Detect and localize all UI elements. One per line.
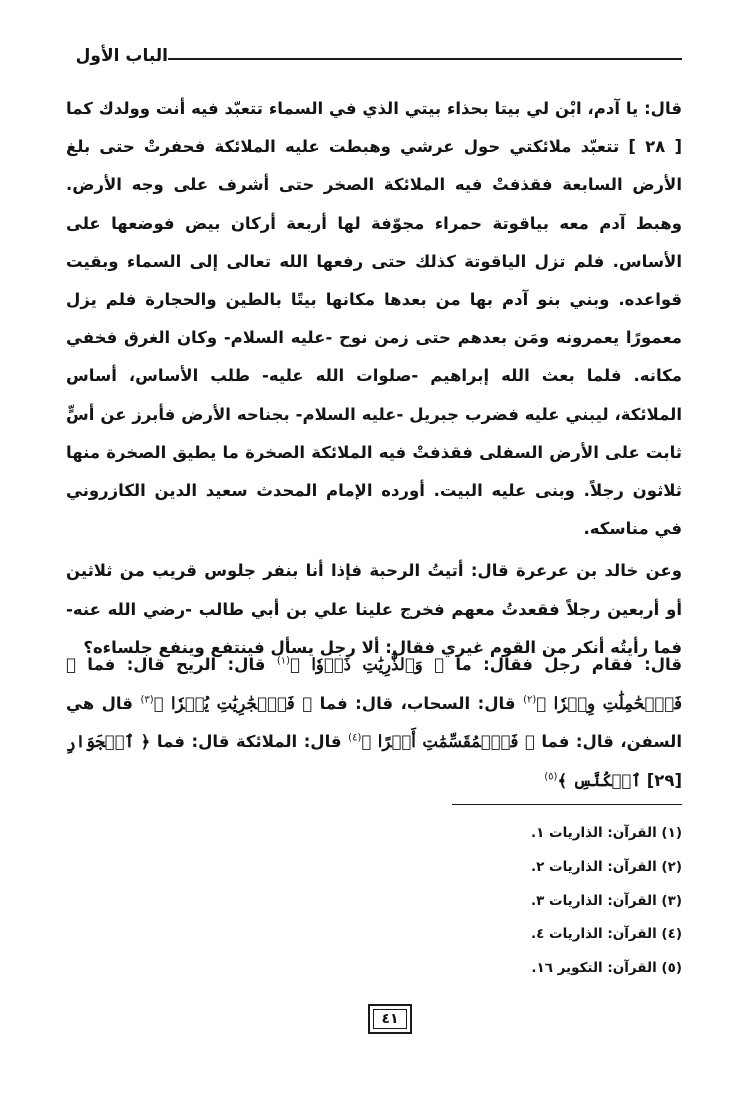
page-number-text: ٤١	[381, 1011, 399, 1027]
verse-3: ﴿ فَٱلۡجَٰرِيَٰتِ يُسۡرٗا ﴾	[153, 693, 313, 713]
paragraph-2: وعن خالد بن عرعرة قال: أتيتُ الرحبة فإذا أنا بنفر جلوس قريب من ثلاثين أو أربعين رجلاً فقعدتُ معهم فخرج علينا علي بن أبي طالب -رضي الله عنه- فما رأيتُه أنكر من القوم غيري فقال: ألا رجل يسأل فينتفع وينفع جلساءه؟	[66, 561, 682, 657]
footnote-item: (٥) القرآن: التكوير ١٦.	[531, 960, 682, 977]
footnote-ref-5: (٥)	[544, 771, 558, 782]
answer-2: قال: السحاب، قال: فما	[319, 693, 516, 713]
dialogue-intro: قال: فقام رجل فقال: ما	[455, 655, 683, 674]
chapter-title: الباب الأول	[75, 46, 168, 66]
quran-dialogue	[66, 646, 682, 800]
verse-5-end: ٱلۡكُنَّسِ ﴾	[557, 770, 641, 790]
verse-2: ﴿ فَٱلۡحَٰمِلَٰتِ وِقۡرٗا ﴾	[66, 655, 683, 713]
footnote-item: (٤) القرآن: الذاريات ٤.	[530, 926, 682, 943]
footnote-ref-4: (٤)	[348, 732, 362, 744]
quran-dialogue-paragraph	[66, 646, 682, 800]
verse-1: ﴿ وَٱلذَّٰرِيَٰتِ ذَرۡوٗا ﴾	[290, 655, 444, 674]
verse-4: ﴿ فَٱلۡمُقَسِّمَٰتِ أَمۡرًا ﴾	[361, 732, 535, 751]
answer-3: قال هي السفن، قال: فما	[66, 693, 683, 751]
footnotes-list	[282, 817, 682, 986]
page-number	[368, 1004, 412, 1034]
footnote-rule	[452, 804, 682, 805]
verse-5-start: ﴿ ٱلۡجَوَارِ	[66, 732, 151, 751]
header-rule	[168, 58, 682, 60]
footnote-ref-1: (١)	[276, 655, 291, 667]
answer-4: قال: الملائكة قال: فما	[156, 732, 342, 751]
footnote-ref-2: (٢)	[523, 694, 537, 705]
answer-1: قال: الريح قال: فما	[87, 655, 266, 674]
footnote-item: (٣) القرآن: الذاريات ٣.	[530, 892, 682, 909]
main-text	[66, 90, 682, 667]
footnote-item: (١) القرآن: الذاريات ١.	[530, 825, 682, 841]
footnote-item: (٢) القرآن: الذاريات ٢.	[530, 858, 682, 875]
footnote-ref-3: (٣)	[140, 694, 154, 705]
page-marker: [٢٩]	[646, 770, 682, 790]
paragraph-1: قال: يا آدم، ابْن لي بيتا بحذاء بيتي الذي في السماء تتعبّد فيه أنت وولدك كما [ ٢٨ ] تتعبّد ملائكتي حول عرشي وهبطت عليه الملائكة فحفرتْ حتى بلغ الأرض السابعة فقذفتْ فيه الملائكة الصخر حتى أشرف على وجه الأرض. وهبط آدم معه بياقوتة حمراء مجوّفة لها أربعة أركان بيض فوضعها على الأساس. فلم تزل الياقوتة كذلك حتى رفعها الله تعالى إلى السماء وبقيت قواعده. وبني بنو آدم بها من بعدها مكانها بيتًا بالطين والحجارة فلم يزل معمورًا يعمرونه ومَن بعدهم حتى زمن نوح -عليه السلام- وكان الغرق فخفي مكانه. فلما بعث الله إبراهيم -صلوات الله عليه- طلب الأساس، أساس الملائكة، ليبني عليه فضرب جبريل -عليه السلام- بجناحه الأرض فأبرز عن أسٍّ ثابت على الأرض السفلى فقذفتْ فيه الملائكة الصخرة ما يطيق الصخرة منها ثلاثون رجلاً. وبنى عليه البيت. أورده الإمام المحدث سعيد الدين الكازروني في مناسكه.	[66, 99, 682, 539]
